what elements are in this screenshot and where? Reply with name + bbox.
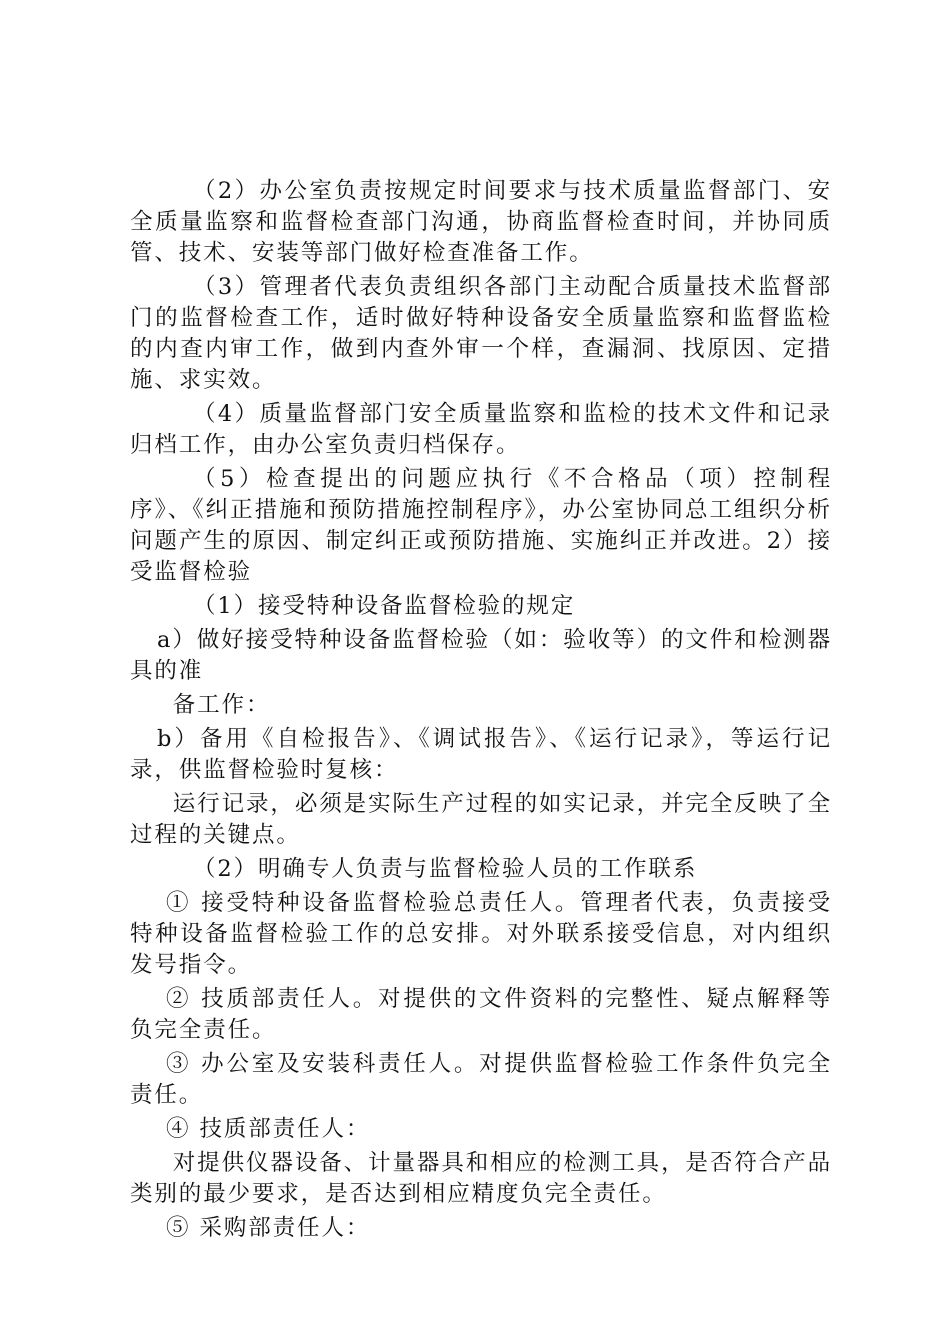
paragraph-item-a-continued: 备工作： bbox=[172, 692, 271, 718]
paragraph-office-responsibility: （2）办公室负责按规定时间要求与技术质量监督部门、安全质量监察和监督检查部门沟通，协商监督检查时间，并协同质管、技术、安装等部门做好检查准备工作。 bbox=[130, 178, 832, 266]
paragraph-circled-1: ① 接受特种设备监督检验总责任人。管理者代表，负责接受特种设备监督检验工作的总安排。对外联系接受信息，对内组织发号指令。 bbox=[130, 890, 832, 978]
paragraph-item-a: a）做好接受特种设备监督检验（如：验收等）的文件和检测器具的准 bbox=[130, 627, 832, 684]
paragraph-corrective-actions: （5）检查提出的问题应执行《不合格品（项）控制程序》、《纠正措施和预防措施控制程序》，办公室协同总工组织分析问题产生的原因、制定纠正或预防措施、实施纠正并改进。2）接受监督检验 bbox=[130, 466, 832, 585]
document-body bbox=[130, 176, 832, 1247]
paragraph-contact-heading: （2）明确专人负责与监督检验人员的工作联系 bbox=[193, 856, 698, 882]
paragraph-management-representative: （3）管理者代表负责组织各部门主动配合质量技术监督部门的监督检查工作，适时做好特种设备安全质量监察和监督监检的内查内审工作，做到内查外审一个样，查漏洞、找原因、定措施、求实效。 bbox=[130, 274, 832, 393]
paragraph-circled-4: ④ 技质部责任人： bbox=[166, 1116, 371, 1142]
paragraph-archiving: （4）质量监督部门安全质量监察和监检的技术文件和记录归档工作，由办公室负责归档保存。 bbox=[130, 401, 832, 458]
paragraph-inspection-rules-heading: （1）接受特种设备监督检验的规定 bbox=[193, 593, 576, 619]
paragraph-circled-2: ② 技质部责任人。对提供的文件资料的完整性、疑点解释等负完全责任。 bbox=[130, 986, 832, 1043]
paragraph-run-records: 运行记录，必须是实际生产过程的如实记录，并完全反映了全过程的关键点。 bbox=[130, 791, 832, 848]
paragraph-item-b: b）备用《自检报告》、《调试报告》、《运行记录》，等运行记录，供监督检验时复核： bbox=[130, 726, 832, 783]
paragraph-circled-5: ⑤ 采购部责任人： bbox=[166, 1215, 371, 1241]
paragraph-equipment-responsibility: 对提供仪器设备、计量器具和相应的检测工具，是否符合产品类别的最少要求，是否达到相应精度负完全责任。 bbox=[130, 1150, 832, 1207]
paragraph-circled-3: ③ 办公室及安装科责任人。对提供监督检验工作条件负完全责任。 bbox=[130, 1051, 832, 1108]
